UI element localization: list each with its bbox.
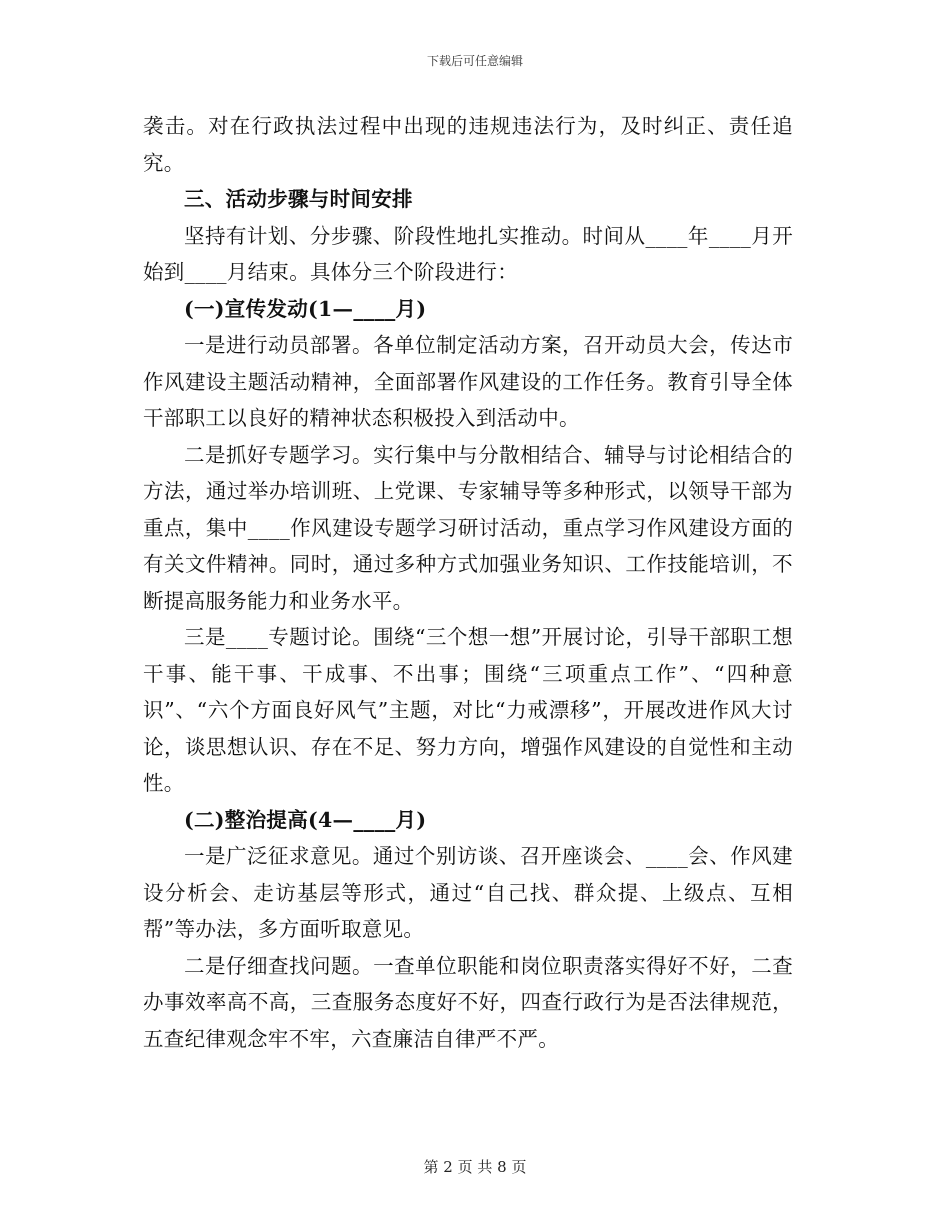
page-footer: 第 2 页 共 8 页 (423, 1158, 527, 1176)
paragraph-mobilization: 一是进行动员部署。各单位制定活动方案，召开动员大会，传达市作风建设主题活动精神，全面部署作风建设的工作任务。教育引导全体干部职工以良好的精神状态积极投入到活动中。 (143, 333, 793, 430)
paragraph-opinions: 一是广泛征求意见。通过个别访谈、召开座谈会、____会、作风建设分析会、走访基层等形式，通过“自己找、群众提、上级点、互相帮”等办法，多方面听取意见。 (143, 844, 793, 941)
section-heading-3: 三、活动步骤与时间安排 (184, 187, 413, 211)
subsection-heading-2: (二)整治提高(4—____月) (184, 807, 427, 832)
paragraph-continuation: 袭击。对在行政执法过程中出现的违规违法行为，及时纠正、责任追究。 (143, 114, 793, 175)
paragraph-study: 二是抓好专题学习。实行集中与分散相结合、辅导与讨论相结合的方法，通过举办培训班、上党课、专家辅导等多种形式，以领导干部为重点，集中____作风建设专题学习研讨活动，重点学习作风建设方面的有关文件精神。同时，通过多种方式加强业务知识、工作技能培训，不断提高服务能力和业务水平。 (143, 442, 793, 613)
subsection-heading-1: (一)宣传发动(1—____月) (184, 296, 427, 321)
document-body (143, 108, 793, 1057)
paragraph-discussion: 三是____专题讨论。围绕“三个想一想”开展讨论，引导干部职工想干事、能干事、干成事、不出事；围绕“三项重点工作”、“四种意识”、“六个方面良好风气”主题，对比“力戒漂移”，开展改进作风大讨论，谈思想认识、存在不足、努力方向，增强作风建设的自觉性和主动性。 (143, 625, 793, 795)
paragraph-timeline: 坚持有计划、分步骤、阶段性地扎实推动。时间从____年____月开始到____月结束。具体分三个阶段进行： (143, 223, 793, 284)
paragraph-problems: 二是仔细查找问题。一查单位职能和岗位职责落实得好不好，二查办事效率高不高，三查服务态度好不好，四查行政行为是否法律规范，五查纪律观念牢不牢，六查廉洁自律严不严。 (143, 953, 793, 1051)
page-header: 下载后可任意编辑 (426, 54, 523, 68)
